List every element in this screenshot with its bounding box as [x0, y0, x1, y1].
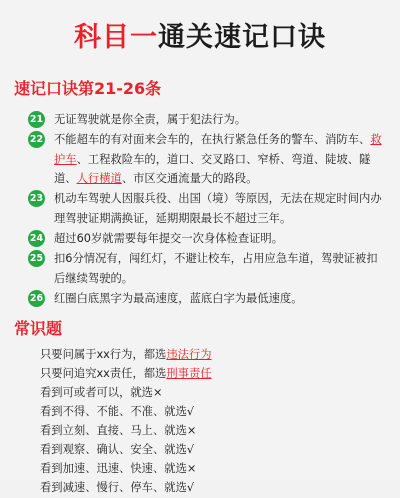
tip-line: 只要问属于xx行为，都选违法行为	[40, 348, 212, 361]
page-title	[0, 18, 400, 58]
tip-line: 看到加速、迅速、快速、就选×	[40, 462, 197, 475]
number-badge: 21	[28, 111, 45, 128]
rule-text: 无证驾驶就是你全责，属于犯法行为。	[54, 113, 247, 126]
highlight-text: 违法行为	[166, 348, 212, 361]
number-badge: 25	[28, 250, 45, 267]
section1-heading: 速记口诀第21-26条	[14, 79, 162, 98]
highlight-text: 刑事责任	[166, 367, 212, 380]
rule-text: 不能超车的有对面来会车的，在执行紧急任务的警车、消防车、救护车、工程救险车的，道口、交叉路口、窄桥、弯道、陡坡、隧道、人行横道、市区交通流量大的路段。	[54, 133, 382, 185]
tip-line: 看到可或者可以，就选×	[40, 386, 163, 399]
rule-item	[30, 130, 388, 189]
tip-line: 看到观察、确认、安全、就选√	[40, 443, 195, 456]
rule-text: 超过60岁就需要每年提交一次身体检查证明。	[54, 232, 284, 245]
rule-item	[30, 289, 388, 309]
number-badge: 22	[28, 131, 45, 148]
title-part2: 通关速记口诀	[158, 22, 326, 53]
title-part1: 科目一	[74, 22, 158, 53]
section2-heading: 常识题	[14, 319, 63, 338]
rule-text: 机动车驾驶人因服兵役、出国（境）等原因，无法在规定时间内办理驾驶证期满换证，延期期限最长不超过三年。	[54, 192, 382, 225]
highlight-text: 人行横道	[76, 172, 122, 185]
rule-text: 扣6分情况有，闯红灯，不避让校车，占用应急车道，驾驶证被扣后继续驾驶的。	[54, 252, 378, 285]
tip-line: 看到不得、不能、不准、就选√	[40, 405, 195, 418]
highlight-text: 救护车	[54, 133, 382, 166]
rule-item	[30, 249, 388, 288]
number-badge: 24	[28, 230, 45, 247]
number-badge: 23	[28, 190, 45, 207]
rule-item	[30, 110, 388, 130]
number-badge: 26	[28, 290, 45, 307]
tip-line: 只要问追究xx责任，都选刑事责任	[40, 367, 212, 380]
rule-text: 红圈白底黑字为最高速度，蓝底白字为最低速度。	[54, 292, 303, 305]
tip-line: 看到减速、慢行、停车、就选√	[40, 481, 195, 494]
rule-item	[30, 229, 388, 249]
tip-line: 看到立刻、直接、马上、就选×	[40, 424, 197, 437]
rule-item	[30, 189, 388, 228]
